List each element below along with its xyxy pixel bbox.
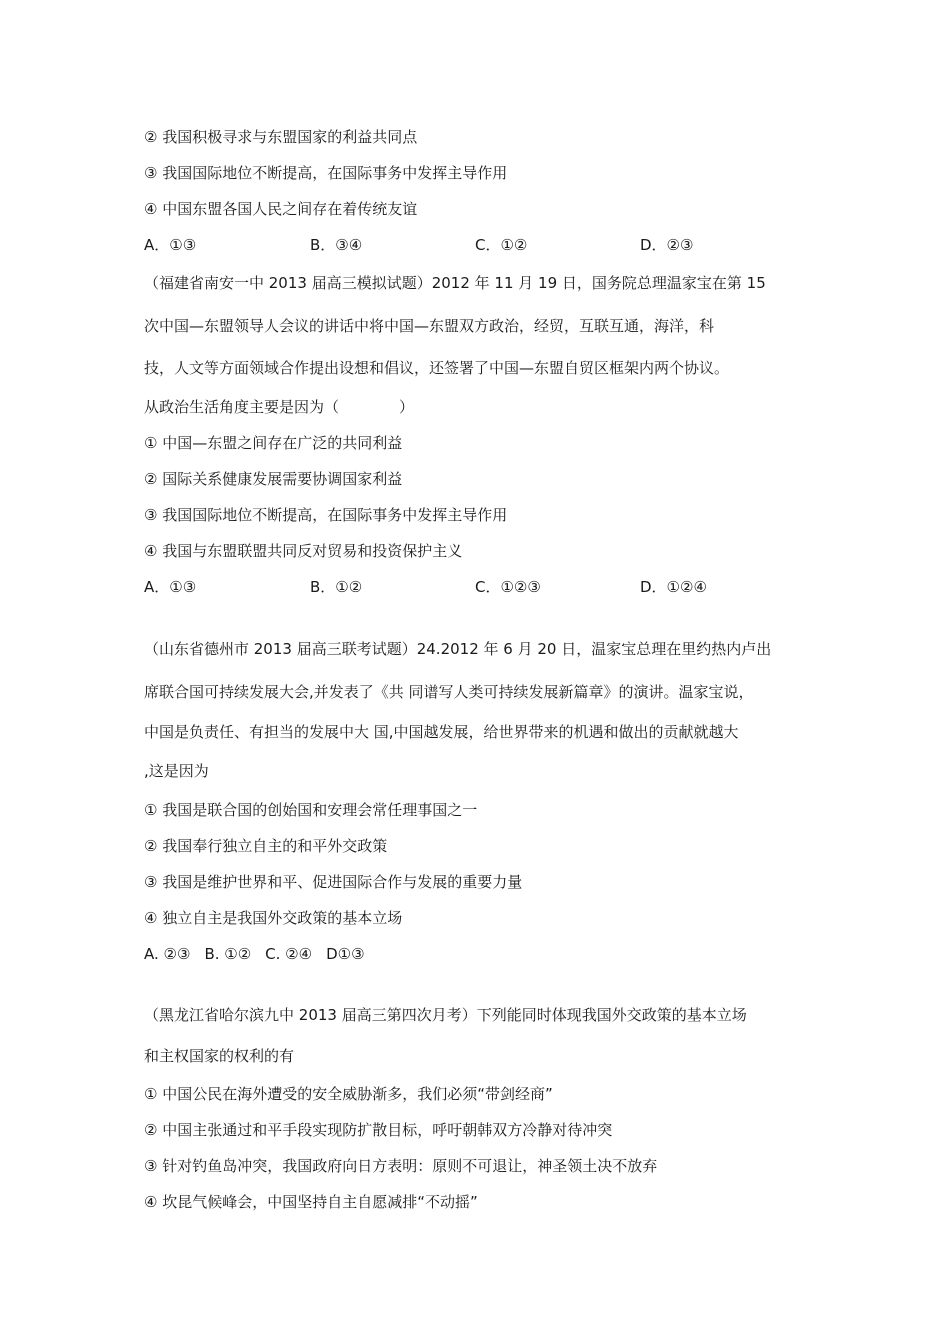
statement-3: ③ 我国国际地位不断提高，在国际事务中发挥主导作用 [144,506,508,524]
question-2-stem-line-2: 次中国—东盟领导人会议的讲话中将中国—东盟双方政治，经贸，互联互通，海洋，科 [144,317,715,335]
statement-4: ④ 中国东盟各国人民之间存在着传统友谊 [144,200,418,218]
question-2-stem-line-1: （福建省南安一中 2013 届高三模拟试题）2012 年 11 月 19 日，国务院总理温家宝在第 15 [144,274,766,292]
option-d: D．①②④ [640,578,707,596]
question-2-stem-line-4: 从政治生活角度主要是因为（ ） [144,398,415,416]
option-d: D．②③ [640,236,694,254]
question-2-stem-line-3: 技，人文等方面领域合作提出设想和倡议，还签署了中国—东盟自贸区框架内两个协议。 [144,359,730,377]
answer-options [144,235,824,255]
question-3-stem-line-4: ,这是因为 [144,762,209,780]
option-c: C. ②④ [265,945,313,963]
question-4-stem-line-2: 和主权国家的权利的有 [144,1047,295,1065]
statement-3: ③ 我国国际地位不断提高，在国际事务中发挥主导作用 [144,164,508,182]
statement-4: ④ 坎昆气候峰会，中国坚持自主自愿减排“不动摇” [144,1193,478,1211]
option-c: C．①②③ [475,578,541,596]
answer-options [144,944,824,964]
answer-options [144,577,824,597]
statement-1: ① 我国是联合国的创始国和安理会常任理事国之一 [144,801,478,819]
question-4-stem-line-1: （黑龙江省哈尔滨九中 2013 届高三第四次月考）下列能同时体现我国外交政策的基本立场 [144,1006,747,1024]
statement-1: ① 中国公民在海外遭受的安全威胁渐多，我们必须“带剑经商” [144,1085,553,1103]
statement-2: ② 国际关系健康发展需要协调国家利益 [144,470,403,488]
option-d: D①③ [326,945,365,963]
option-a: A．①③ [144,578,197,596]
statement-3: ③ 我国是维护世界和平、促进国际合作与发展的重要力量 [144,873,523,891]
question-3-stem-line-1: （山东省德州市 2013 届高三联考试题）24.2012 年 6 月 20 日，温家宝总理在里约热内卢出 [144,640,772,658]
statement-3: ③ 针对钓鱼岛冲突，我国政府向日方表明：原则不可退让，神圣领土决不放弃 [144,1157,658,1175]
statement-2: ② 中国主张通过和平手段实现防扩散目标，呼吁朝韩双方冷静对待冲突 [144,1121,613,1139]
statement-2: ② 我国积极寻求与东盟国家的利益共同点 [144,128,418,146]
option-c: C．①② [475,236,528,254]
question-3-stem-line-3: 中国是负责任、有担当的发展中大 国,中国越发展，给世界带来的机遇和做出的贡献就越大 [144,723,739,741]
statement-4: ④ 我国与东盟联盟共同反对贸易和投资保护主义 [144,542,463,560]
option-a: A. ②③ [144,945,191,963]
statement-1: ① 中国—东盟之间存在广泛的共同利益 [144,434,403,452]
option-b: B．①② [310,578,363,596]
option-b: B．③④ [310,236,363,254]
statement-2: ② 我国奉行独立自主的和平外交政策 [144,837,388,855]
option-a: A．①③ [144,236,197,254]
statement-4: ④ 独立自主是我国外交政策的基本立场 [144,909,403,927]
option-b: B. ①② [204,945,252,963]
question-3-stem-line-2: 席联合国可持续发展大会,并发表了《共 同谱写人类可持续发展新篇章》的演讲。温家宝说， [144,683,754,701]
